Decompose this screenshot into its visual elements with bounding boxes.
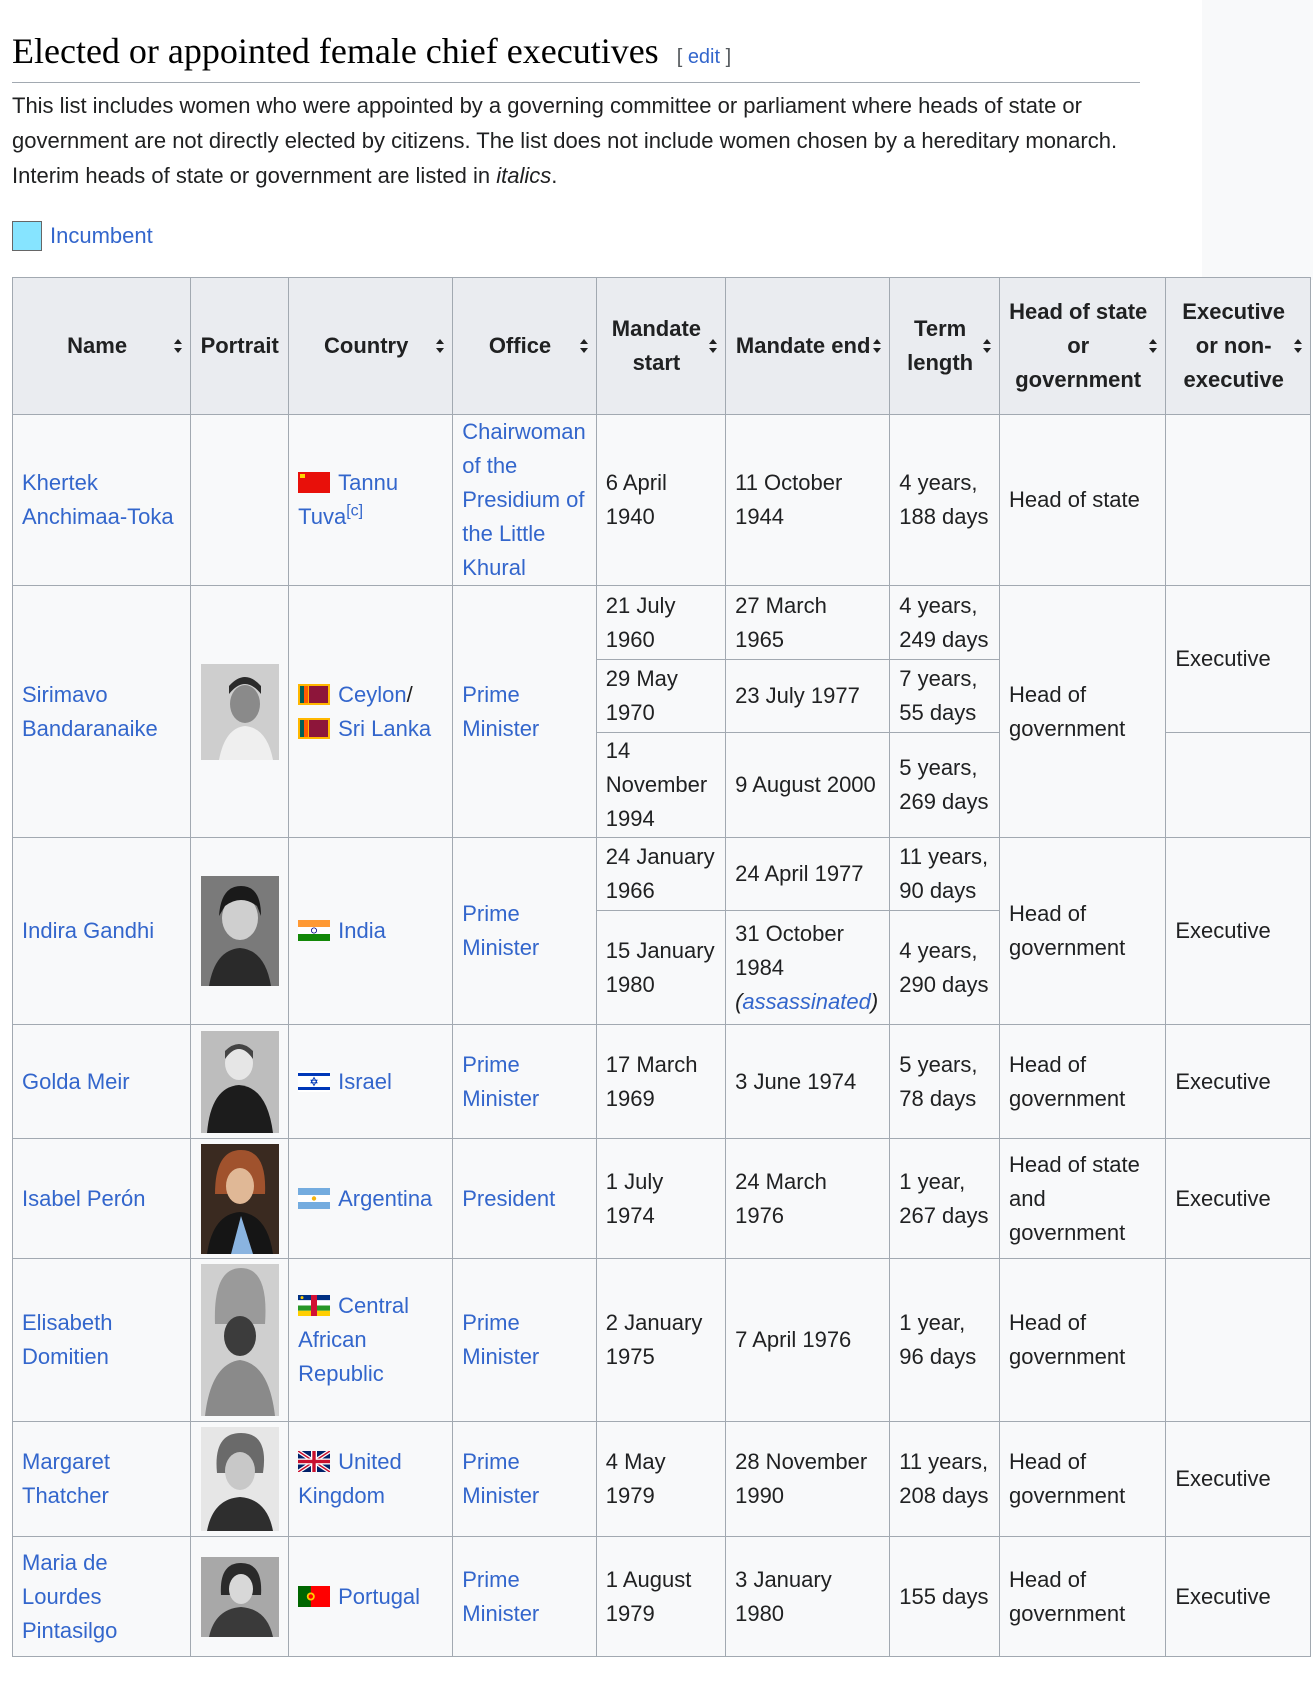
office-link[interactable]: Prime Minister [462,1449,540,1508]
term-cell: 5 years, 269 days [890,733,1000,838]
portrait-image [201,876,279,986]
start-cell: 15 January 1980 [596,911,725,1025]
edit-bracket-close: ] [725,46,732,68]
end-cell: 24 April 1977 [726,838,890,911]
term-cell: 1 year, 96 days [890,1259,1000,1422]
portrait-image [201,664,279,760]
table-header-row [13,278,1311,415]
table-row [13,1537,1311,1657]
tannu-tuva-flag-icon [298,472,330,493]
country-cell [289,1025,453,1139]
end-cell: 7 April 1976 [726,1259,890,1422]
term-cell: 5 years, 78 days [890,1025,1000,1139]
sort-icon [1293,338,1303,354]
head-of-cell: Head of state and government [1000,1139,1166,1259]
person-link[interactable]: Margaret Thatcher [22,1449,111,1508]
office-cell [453,838,596,1025]
table-row [13,586,1311,660]
name-cell [13,1139,191,1259]
end-cell: 24 March 1976 [726,1139,890,1259]
term-cell: 11 years, 208 days [890,1422,1000,1537]
term-cell: 11 years, 90 days [890,838,1000,911]
executive-cell: Executive [1166,586,1311,733]
header-office[interactable] [453,278,596,415]
edit-bracket-open: [ [676,46,683,68]
edit-section [677,46,732,68]
term-cell: 155 days [890,1537,1000,1657]
office-link[interactable]: Prime Minister [462,1310,540,1369]
name-cell [13,1537,191,1657]
assassinated-link[interactable]: assassinated [742,988,871,1014]
person-link[interactable]: Isabel Perón [22,1185,146,1211]
country-cell [289,1537,453,1657]
sort-icon [579,338,589,354]
incumbent-swatch [12,221,42,251]
office-link[interactable]: Prime Minister [462,1566,540,1626]
united-kingdom-flag-icon [298,1451,330,1472]
end-cell: 28 November 1990 [726,1422,890,1537]
header-label: Name [67,333,128,358]
portrait-cell [191,1422,289,1537]
sort-icon [173,338,183,354]
end-date: 31 October 1984 [735,920,844,980]
head-of-cell: Head of government [1000,1025,1166,1139]
start-cell: 17 March 1969 [596,1025,725,1139]
sort-icon [435,338,445,354]
table-row [13,1422,1311,1537]
table-row [13,1025,1311,1139]
end-cell: 11 October 1944 [726,415,890,586]
header-label: Mandate start [611,316,702,375]
incumbent-link[interactable]: Incumbent [50,223,153,248]
country-link[interactable]: Israel [338,1068,392,1094]
office-cell [453,1025,596,1139]
portrait-cell [191,586,289,838]
india-flag-icon [298,920,330,941]
country-cell [289,586,453,838]
header-portrait [191,278,289,415]
country-link[interactable]: Sri Lanka [338,715,432,741]
head-of-cell: Head of government [1000,586,1166,838]
chief-executives-table [12,277,1311,1657]
portrait-cell [191,1259,289,1422]
header-term-length[interactable] [890,278,1000,415]
sort-icon [1148,338,1158,354]
executive-cell [1166,733,1311,838]
office-cell [453,586,596,838]
office-cell [453,1259,596,1422]
term-cell: 4 years, 290 days [890,911,1000,1025]
term-cell: 7 years, 55 days [890,660,1000,733]
name-cell [13,1025,191,1139]
sort-icon [982,338,992,354]
sort-icon [708,338,718,354]
start-cell: 1 July 1974 [596,1139,725,1259]
central-african-republic-flag-icon [298,1295,330,1316]
page-side-strip [1202,0,1313,280]
head-of-cell: Head of government [1000,1259,1166,1422]
start-cell: 21 July 1960 [596,586,725,660]
executive-cell: Executive [1166,838,1311,1025]
portugal-flag-icon [298,1586,330,1607]
country-separator: / [406,681,413,707]
country-cell [289,415,453,586]
intro-italic: italics [496,163,552,188]
name-cell [13,586,191,838]
executive-cell: Executive [1166,1422,1311,1537]
table-row [13,838,1311,911]
name-cell [13,1422,191,1537]
person-link[interactable]: Golda Meir [22,1068,130,1094]
start-cell: 4 May 1979 [596,1422,725,1537]
office-cell [453,415,596,586]
executive-cell: Executive [1166,1537,1311,1657]
person-link[interactable]: Khertek Anchimaa-Toka [22,470,174,529]
header-label: Head of state or government [1009,299,1148,392]
header-label: Executive or non-executive [1182,299,1286,392]
legend [12,220,153,252]
sri-lanka-flag-icon [298,718,330,739]
person-link[interactable]: Maria de Lourdes Pintasilgo [22,1549,118,1643]
end-cell: 27 March 1965 [726,586,890,660]
portrait-cell [191,415,289,586]
intro-end: . [551,163,558,188]
person-link[interactable]: Elisabeth Domitien [22,1310,113,1369]
country-link[interactable]: Argentina [338,1185,433,1211]
table-row [13,415,1311,586]
office-cell [453,1139,596,1259]
executive-cell [1166,1259,1311,1422]
office-link[interactable]: President [462,1185,556,1211]
portrait-image [201,1144,279,1254]
israel-flag-icon [298,1071,330,1092]
header-label: Office [488,333,552,358]
head-of-cell: Head of government [1000,1537,1166,1657]
country-link[interactable]: India [338,918,386,943]
end-cell: 23 July 1977 [726,660,890,733]
header-label: Term length [907,316,974,375]
person-link[interactable]: Indira Gandhi [22,918,155,943]
term-cell: 4 years, 249 days [890,586,1000,660]
end-cell: 3 June 1974 [726,1025,890,1139]
start-cell: 6 April 1940 [596,415,725,586]
end-cell: 9 August 2000 [726,733,890,838]
term-cell: 4 years, 188 days [890,415,1000,586]
executive-cell: Executive [1166,1139,1311,1259]
office-link[interactable]: Prime Minister [462,681,540,741]
executive-cell [1166,415,1311,586]
header-mandate-end[interactable] [726,278,890,415]
note-paren: ) [870,988,879,1014]
country-link[interactable]: Tannu Tuva [298,470,399,529]
header-country[interactable] [289,278,453,415]
ceylon-flag-icon [298,684,330,705]
header-head-of[interactable] [1000,278,1166,415]
country-cell [289,838,453,1025]
portrait-cell [191,1025,289,1139]
table-row [13,1139,1311,1259]
end-cell: 3 January 1980 [726,1537,890,1657]
head-of-cell: Head of government [1000,1422,1166,1537]
person-link[interactable]: Sirimavo Bandaranaike [22,681,158,741]
country-cell [289,1139,453,1259]
portrait-image [201,1557,279,1637]
header-name[interactable] [13,278,191,415]
header-mandate-start[interactable] [596,278,725,415]
header-executive[interactable] [1166,278,1311,415]
portrait-cell [191,838,289,1025]
start-cell: 14 November 1994 [596,733,725,838]
country-cell [289,1259,453,1422]
term-cell: 1 year, 267 days [890,1139,1000,1259]
sort-icon [872,338,882,354]
head-of-cell: Head of government [1000,838,1166,1025]
argentina-flag-icon [298,1188,330,1209]
intro-text: This list includes women who were appointed by a governing committee or parliament where heads of state or government are not directly elected by citizens. The list does not include women chosen by a hereditary monarch. Interim heads of state or government are listed in [12,93,1118,188]
footnote-link[interactable]: [c] [346,502,364,520]
table-row [13,1259,1311,1422]
note-paren: ( [735,988,743,1014]
section-heading [12,30,1140,83]
name-cell [13,1259,191,1422]
country-link[interactable]: Ceylon [338,681,407,707]
portrait-image [201,1031,279,1133]
start-cell: 29 May 1970 [596,660,725,733]
country-cell [289,1422,453,1537]
edit-link[interactable]: edit [687,46,721,68]
section-title: Elected or appointed female chief executives [12,31,659,71]
portrait-image [201,1264,279,1416]
header-label: Portrait [200,333,279,358]
start-cell: 2 January 1975 [596,1259,725,1422]
office-link[interactable]: Prime Minister [462,901,540,960]
end-cell [726,911,890,1025]
head-of-cell: Head of state [1000,415,1166,586]
portrait-image [201,1427,279,1531]
office-cell [453,1422,596,1537]
intro-paragraph [12,88,1162,193]
country-link[interactable]: United Kingdom [298,1449,402,1508]
name-cell [13,838,191,1025]
start-cell: 1 August 1979 [596,1537,725,1657]
header-label: Mandate end [735,333,871,358]
start-cell: 24 January 1966 [596,838,725,911]
country-link[interactable]: Central African Republic [298,1293,410,1386]
office-cell [453,1537,596,1657]
portrait-cell [191,1139,289,1259]
executive-cell: Executive [1166,1025,1311,1139]
office-link[interactable]: Chairwoman of the Presidium of the Little Khural [462,419,586,580]
country-link[interactable]: Portugal [338,1583,421,1609]
portrait-cell [191,1537,289,1657]
name-cell [13,415,191,586]
header-label: Country [324,333,409,358]
office-link[interactable]: Prime Minister [462,1051,540,1111]
